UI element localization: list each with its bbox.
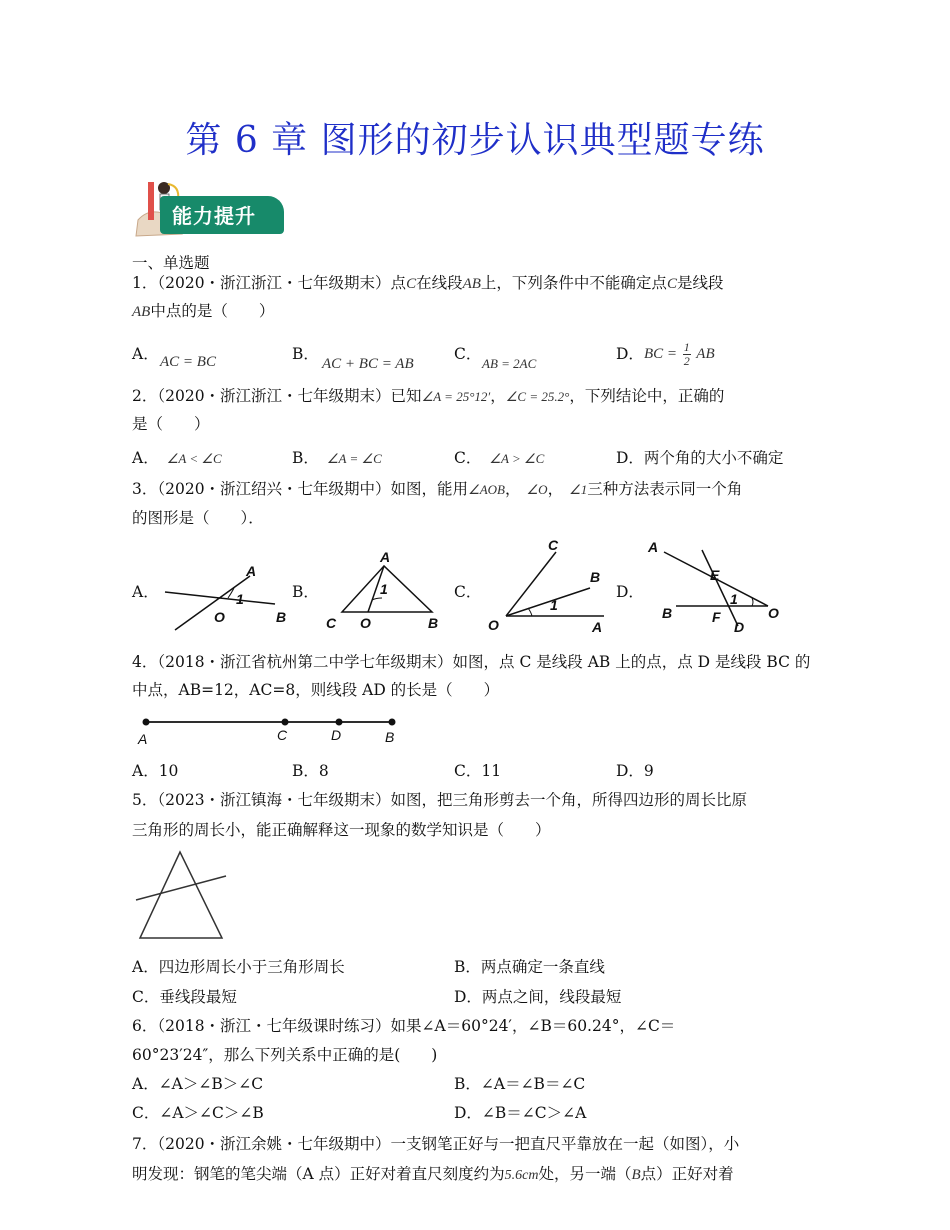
q3b-label-a: A — [380, 549, 391, 565]
question-6-line-1: 6．（2018・浙江・七年级课时练习）如果∠A＝60°24′，∠B＝60.24°，∠C＝ — [132, 1017, 676, 1035]
q1-option-b: B． — [292, 345, 319, 363]
q4-label-d: D — [331, 727, 342, 743]
q2-option-c: C． ∠A > ∠C — [454, 449, 545, 467]
q6-option-c: C．∠A＞∠C＞∠B — [132, 1104, 264, 1122]
question-4-line-2: 中点，AB=12，AC=8，则线段 AD 的长是（ ） — [132, 681, 500, 699]
q3b-label-1: 1 — [380, 581, 388, 597]
q3d-label-b: B — [662, 605, 673, 621]
question-3-line-1: 3．（2020・浙江绍兴・七年级期中）如图，能用∠AOB， ∠O， ∠1三种方法表示同一个角 — [132, 480, 743, 498]
q3d-label-o: O — [768, 605, 779, 621]
q2-option-a: A． ∠A < ∠C — [132, 449, 222, 467]
q3-figure-d — [646, 538, 796, 638]
q6-option-b: B．∠A＝∠B＝∠C — [454, 1075, 586, 1093]
q3-option-d: D． — [616, 583, 644, 601]
q5-option-b: B．两点确定一条直线 — [454, 958, 605, 976]
q3-figure-c — [484, 538, 614, 638]
q3d-label-e: E — [710, 567, 720, 583]
q3a-label-b: B — [276, 609, 287, 625]
q3c-label-a: A — [592, 619, 603, 635]
ability-badge — [130, 176, 284, 240]
q3-figure-b — [322, 548, 447, 633]
q4-option-b: B．8 — [292, 762, 329, 780]
section-heading: 一、单选题 — [132, 254, 210, 272]
q1-option-d: D． — [616, 345, 644, 363]
q1-option-c-math: AB = 2AC — [482, 356, 537, 371]
q5-option-c: C．垂线段最短 — [132, 988, 237, 1006]
q4-option-a: A．10 — [132, 762, 179, 780]
badge-label: 能力提升 — [172, 204, 256, 228]
q4-option-c: C．11 — [454, 762, 502, 780]
q3d-label-d: D — [734, 619, 745, 635]
q4-option-d: D．9 — [616, 762, 654, 780]
question-5-line-2: 三角形的周长小，能正确解释这一现象的数学知识是（ ） — [132, 821, 551, 839]
q5-triangle-figure — [130, 846, 240, 946]
question-6-line-2: 60°23′24″，那么下列关系中正确的是( ) — [132, 1046, 438, 1064]
question-4-line-1: 4．（2018・浙江省杭州第二中学七年级期末）如图，点 C 是线段 AB 上的点，点 D 是线段 BC 的 — [132, 653, 811, 671]
q3a-label-1: 1 — [236, 591, 244, 607]
question-7-line-2: 明发现：钢笔的笔尖端（A 点）正好对着直尺刻度约为5.6cm处，另一端（B点）正好对着 — [132, 1165, 734, 1183]
q3c-label-c: C — [548, 537, 559, 553]
q3d-label-f: F — [712, 609, 721, 625]
q3a-label-a: A — [246, 563, 257, 579]
q6-option-d: D．∠B＝∠C＞∠A — [454, 1104, 587, 1122]
q3-figure-a — [160, 560, 290, 635]
q1-option-d-math: BC = $\frac{1}{2}$ AB — [644, 340, 715, 368]
question-2-line-2: 是（ ） — [132, 415, 210, 433]
q5-option-a: A．四边形周长小于三角形周长 — [132, 958, 345, 976]
question-2-line-1: 2．（2020・浙江浙江・七年级期末）已知∠A = 25°12′，∠C = 25.2°，下列结论中，正确的 — [132, 387, 725, 405]
q3c-label-1: 1 — [550, 597, 558, 613]
question-5-line-1: 5．（2023・浙江镇海・七年级期末）如图，把三角形剪去一个角，所得四边形的周长比原 — [132, 791, 748, 809]
q1-option-c: C． — [454, 345, 482, 363]
q3-option-c: C． — [454, 583, 482, 601]
q3b-label-b: B — [428, 615, 439, 631]
q1-option-b-math: AC + BC = AB — [322, 356, 414, 372]
q3b-label-c: C — [326, 615, 337, 631]
question-1-line-2: AB中点的是（ ） — [132, 302, 275, 320]
q2-option-d: D．两个角的大小不确定 — [616, 449, 784, 467]
q3b-label-o: O — [360, 615, 371, 631]
q6-option-a: A．∠A＞∠B＞∠C — [132, 1075, 264, 1093]
q1-option-a-math: AC = BC — [160, 354, 216, 370]
q3-option-b: B． — [292, 583, 319, 601]
q5-option-d: D．两点之间，线段最短 — [454, 988, 622, 1006]
q2-option-b: B． ∠A = ∠C — [292, 449, 382, 467]
q3d-label-1: 1 — [730, 591, 738, 607]
q3a-label-o: O — [214, 609, 225, 625]
q4-label-a: A — [138, 731, 148, 747]
q3c-label-o: O — [488, 617, 499, 633]
question-3-line-2: 的图形是（ ）． — [132, 509, 264, 527]
q3c-label-b: B — [590, 569, 601, 585]
q4-segment-figure — [130, 708, 410, 750]
q4-label-c: C — [277, 727, 288, 743]
q3-option-a: A． — [132, 583, 159, 601]
q1-option-a: A． — [132, 345, 159, 363]
page-title: 第 6 章 图形的初步认识典型题专练 — [185, 120, 765, 161]
question-1-line-1: 1．（2020・浙江浙江・七年级期末）点C在线段AB上，下列条件中不能确定点C是线段 — [132, 274, 724, 292]
q4-label-b: B — [385, 729, 395, 745]
question-7-line-1: 7．（2020・浙江余姚・七年级期中）一支钢笔正好与一把直尺平靠放在一起（如图），小 — [132, 1135, 740, 1153]
q3d-label-a: A — [648, 539, 659, 555]
